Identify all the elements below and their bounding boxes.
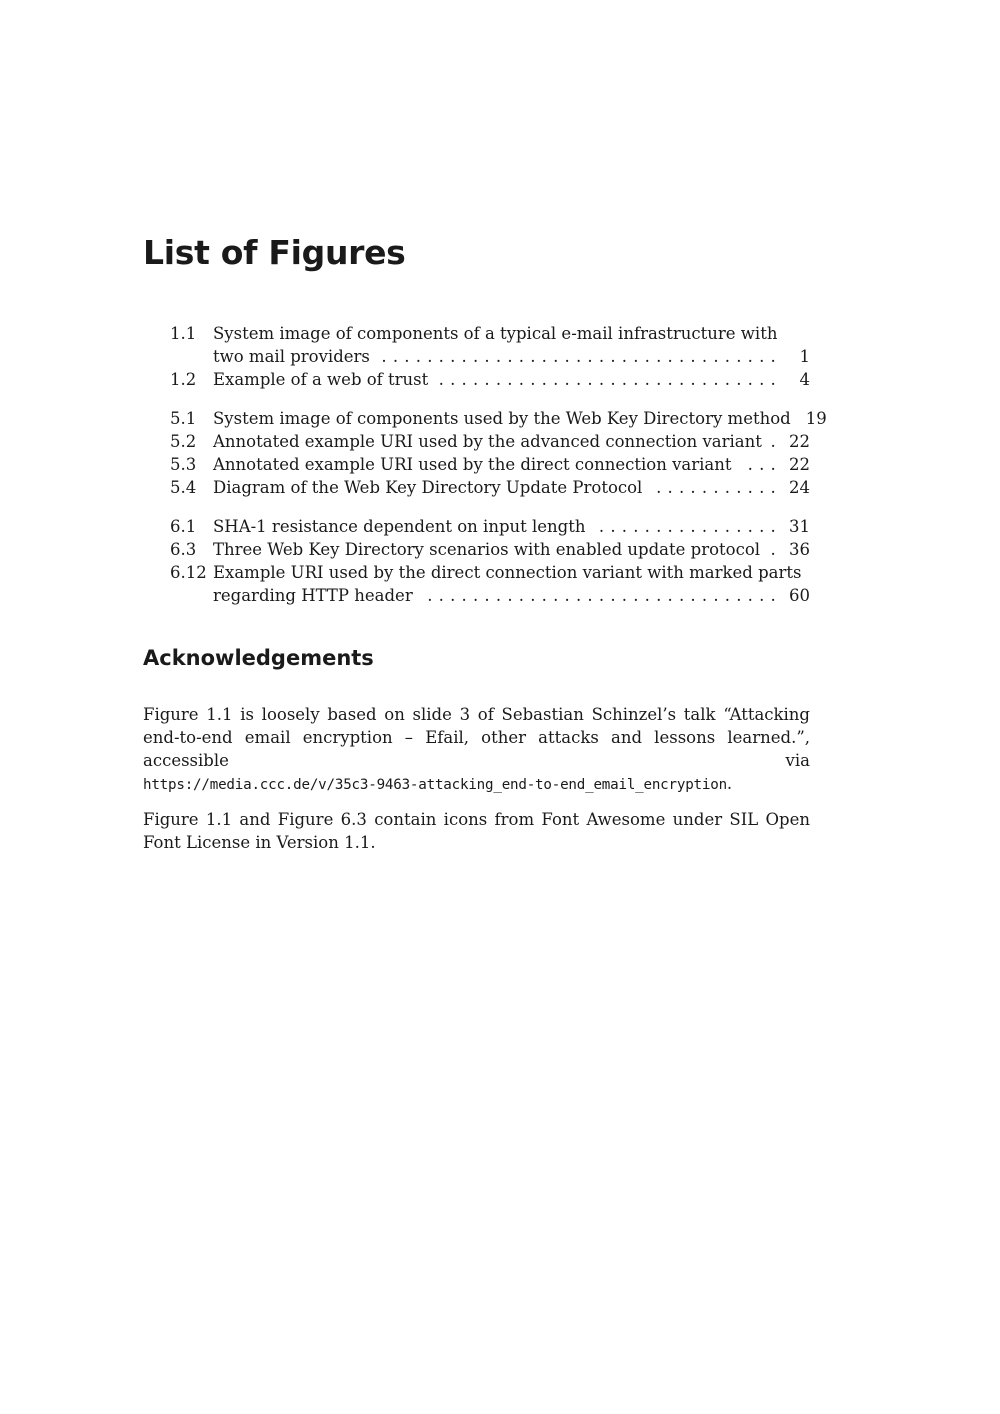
- figure-entry[interactable]: [170, 322, 810, 368]
- figure-caption-last-line: [213, 430, 810, 453]
- figure-caption-block: [213, 538, 810, 561]
- figure-caption-line: regarding HTTP header: [213, 586, 413, 605]
- figure-entry[interactable]: [170, 476, 810, 499]
- figure-number: 1.1: [170, 324, 197, 343]
- figure-caption-line: System image of components used by the Web Key Directory method: [213, 409, 791, 428]
- figure-group: [170, 515, 810, 607]
- acknowledgements-paragraph-1-text: Figure 1.1 is loosely based on slide 3 of Sebastian Schinzel’s talk “Attacking end-to-end email encryption – Efail, other attacks and lessons learned.”, accessible via: [143, 705, 810, 770]
- page-title: List of Figures: [143, 233, 406, 272]
- figure-caption-last-line: [213, 345, 810, 368]
- figure-caption-line: System image of components of a typical e-mail infrastructure with: [213, 324, 778, 343]
- figure-number: 6.1: [170, 517, 197, 536]
- figure-caption-block: [213, 322, 810, 368]
- figure-caption-line: SHA-1 resistance dependent on input length: [213, 517, 586, 536]
- acknowledgements-paragraph-2: Figure 1.1 and Figure 6.3 contain icons from Font Awesome under SIL Open Font License in Version 1.1.: [143, 810, 810, 852]
- figure-caption-last-line: [213, 476, 810, 499]
- figure-caption-block: [213, 476, 810, 499]
- figure-entry[interactable]: [170, 453, 810, 476]
- figure-page-number: 4: [799, 370, 810, 389]
- figure-page-number: 60: [789, 586, 810, 605]
- figure-group: [170, 407, 827, 499]
- figure-number: 6.12: [170, 563, 207, 582]
- figure-caption-line: Diagram of the Web Key Directory Update Protocol: [213, 478, 643, 497]
- figure-caption-block: [213, 453, 810, 476]
- figure-number: 1.2: [170, 370, 197, 389]
- dot-leader: .: [770, 540, 782, 559]
- figure-caption-last-line: [213, 453, 810, 476]
- figure-page-number: 31: [789, 517, 810, 536]
- figure-page-number: 36: [789, 540, 810, 559]
- figure-caption-line: Three Web Key Directory scenarios with enabled update protocol: [213, 540, 761, 559]
- figure-page-number: 22: [789, 455, 810, 474]
- figure-number: 5.1: [170, 409, 197, 428]
- figure-entry[interactable]: [170, 430, 810, 453]
- figure-caption-line: Annotated example URI used by the advanced connection variant: [213, 432, 762, 451]
- figure-number: 5.3: [170, 455, 197, 474]
- figure-caption-line: two mail providers: [213, 347, 370, 366]
- figure-page-number: 24: [789, 478, 810, 497]
- figure-entry[interactable]: [170, 538, 810, 561]
- talk-url: https://media.ccc.de/v/35c3-9463-attacking_end-to-end_email_encryption: [143, 777, 727, 793]
- figure-page-number: 19: [805, 409, 827, 428]
- acknowledgements-paragraph-1-end: .: [726, 774, 733, 793]
- figure-entry[interactable]: [170, 561, 810, 607]
- figure-number: 6.3: [170, 540, 197, 559]
- dot-leader: ................: [598, 517, 782, 536]
- acknowledgements-body: [143, 703, 810, 865]
- figure-caption-line: Annotated example URI used by the direct connection variant: [213, 455, 732, 474]
- figure-caption-line: Example of a web of trust: [213, 370, 429, 389]
- figure-caption-block: [213, 430, 810, 453]
- figure-caption-last-line: [213, 407, 827, 430]
- figure-caption-block: [213, 368, 810, 391]
- figure-caption-block: [213, 561, 810, 607]
- figure-caption-block: [213, 515, 810, 538]
- acknowledgements-heading: Acknowledgements: [143, 646, 374, 670]
- figure-caption-last-line: [213, 515, 810, 538]
- dot-leader: ...................................: [381, 347, 782, 366]
- acknowledgements-paragraph-1: [143, 703, 810, 797]
- figure-page-number: 1: [799, 347, 810, 366]
- figure-caption-last-line: [213, 584, 810, 607]
- figure-number: 5.4: [170, 478, 197, 497]
- figure-number: 5.2: [170, 432, 197, 451]
- dot-leader: ...: [747, 455, 782, 474]
- figure-entry[interactable]: [170, 368, 810, 391]
- dot-leader: ..............................: [438, 370, 782, 389]
- dot-leader: ...............................: [427, 586, 782, 605]
- figure-page-number: 22: [789, 432, 810, 451]
- figure-caption-line: Example URI used by the direct connection variant with marked parts: [213, 563, 802, 582]
- figure-entry[interactable]: [170, 515, 810, 538]
- figure-caption-block: [213, 407, 827, 430]
- figure-group: [170, 322, 810, 391]
- dot-leader: ...........: [656, 478, 782, 497]
- figure-caption-last-line: [213, 368, 810, 391]
- dot-leader: .: [770, 432, 782, 451]
- list-of-figures: [170, 322, 827, 623]
- figure-entry[interactable]: [170, 407, 827, 430]
- figure-caption-last-line: [213, 538, 810, 561]
